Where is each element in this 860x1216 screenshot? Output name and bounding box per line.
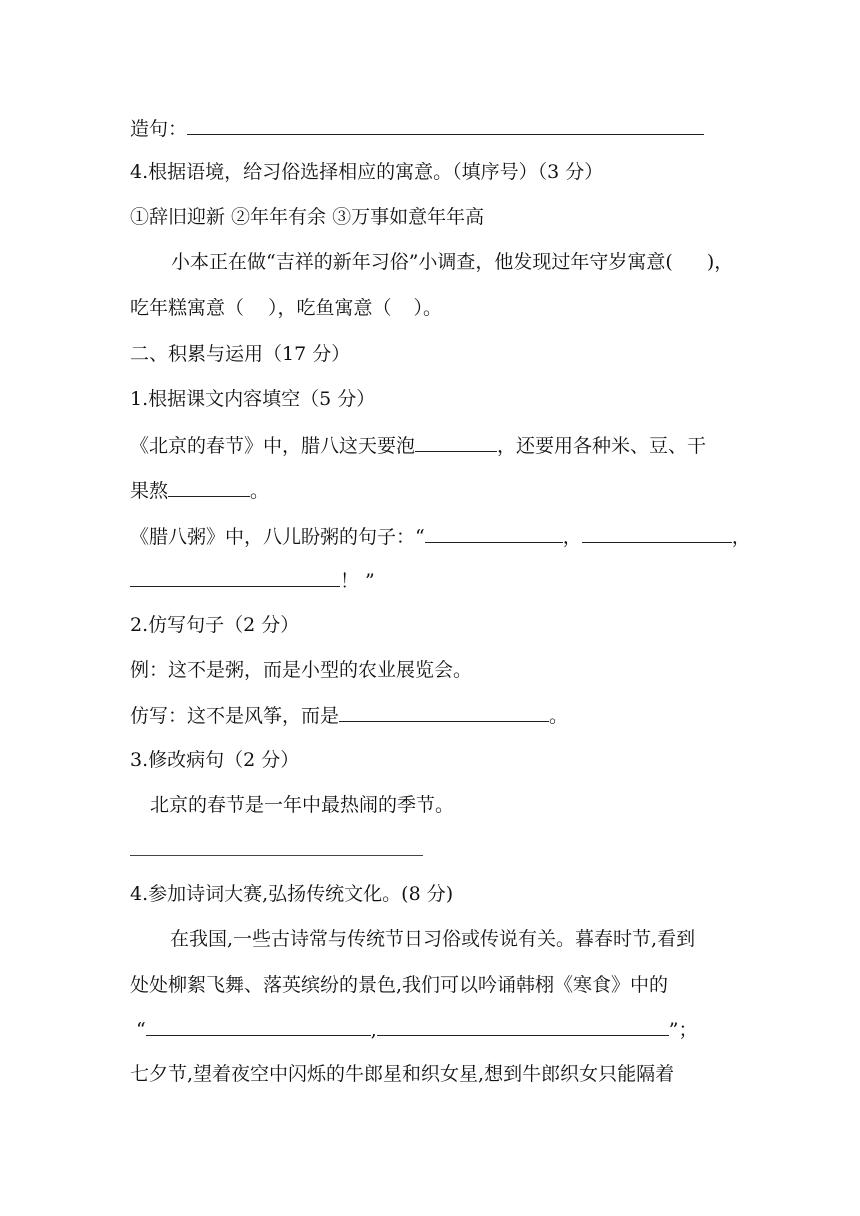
faulty-sentence: 北京的春节是一年中最热闹的季节。 bbox=[150, 794, 455, 816]
poem-text: “ bbox=[136, 1019, 146, 1041]
fill-blank-line-4 bbox=[130, 568, 375, 593]
fill-text: ， bbox=[731, 526, 751, 548]
section-2-heading: 二、积累与运用（17 分） bbox=[130, 343, 351, 365]
answer-blank[interactable] bbox=[425, 524, 563, 543]
fill-text: 果熬 bbox=[130, 480, 169, 502]
imitation-text: 仿写：这不是风筝，而是 bbox=[130, 705, 340, 727]
answer-blank[interactable] bbox=[415, 433, 497, 452]
example-sentence: 例：这不是粥，而是小型的农业展览会。 bbox=[130, 659, 473, 681]
context-paragraph-line-1 bbox=[171, 250, 733, 274]
answer-line[interactable] bbox=[130, 855, 423, 856]
sentence-making-line bbox=[130, 116, 704, 141]
fill-blank-line-1 bbox=[130, 433, 706, 458]
fill-text: 。 bbox=[250, 480, 270, 502]
context-text: )， bbox=[706, 251, 734, 273]
fill-text: ！ ” bbox=[340, 570, 375, 592]
answer-blank[interactable] bbox=[146, 1017, 371, 1036]
context-paragraph-line-2 bbox=[130, 296, 442, 320]
context-text: ），吃鱼寓意（ bbox=[268, 297, 392, 319]
answer-blank[interactable] bbox=[339, 703, 549, 722]
context-text: 吃年糕寓意（ bbox=[130, 297, 245, 319]
poem-paragraph-line-3 bbox=[136, 1017, 697, 1042]
poem-paragraph-line-1: 在我国,一些古诗常与传统节日习俗或传说有关。暮春时节,看到 bbox=[170, 928, 696, 950]
answer-blank[interactable] bbox=[168, 478, 250, 497]
answer-blank[interactable] bbox=[130, 568, 340, 587]
answer-blank[interactable] bbox=[187, 116, 704, 135]
poem-text: ”； bbox=[668, 1019, 698, 1041]
answer-blank[interactable] bbox=[582, 524, 732, 543]
question-3-heading: 3.修改病句（2 分） bbox=[130, 749, 300, 771]
poem-paragraph-line-4: 七夕节,望着夜空中闪烁的牛郎星和织女星,想到牛郎织女只能隔着 bbox=[130, 1063, 675, 1085]
question-2-heading: 2.仿写句子（2 分） bbox=[130, 614, 300, 636]
context-text: ）。 bbox=[413, 297, 443, 319]
fill-blank-line-3 bbox=[130, 524, 751, 549]
question-1-heading: 1.根据课文内容填空（5 分） bbox=[130, 388, 376, 410]
answer-blank[interactable] bbox=[377, 1017, 669, 1036]
options-list: ①辞旧迎新 ②年年有余 ③万事如意年年高 bbox=[130, 206, 485, 228]
fill-text: ，还要用各种米、豆、干 bbox=[497, 435, 707, 457]
question-4-contest-heading: 4.参加诗词大赛,弘扬传统文化。(8 分) bbox=[130, 883, 454, 905]
fill-text: 《北京的春节》中，腊八这天要泡 bbox=[130, 435, 416, 457]
question-4-heading: 4.根据语境，给习俗选择相应的寓意。（填序号）（3 分） bbox=[130, 161, 604, 183]
fill-text: 《腊八粥》中，八儿盼粥的句子：“ bbox=[130, 526, 425, 548]
context-text: 小本正在做“吉祥的新年习俗”小调查，他发现过年守岁寓意( bbox=[171, 251, 673, 273]
poem-paragraph-line-2: 处处柳絮飞舞、落英缤纷的景色,我们可以吟诵韩栩《寒食》中的 bbox=[130, 974, 669, 996]
imitation-text: 。 bbox=[549, 705, 569, 727]
poem-text: , bbox=[370, 1019, 377, 1041]
fill-text: ， bbox=[562, 526, 582, 548]
fill-blank-line-2 bbox=[130, 478, 269, 503]
sentence-making-label: 造句： bbox=[130, 118, 188, 140]
imitation-line bbox=[130, 703, 568, 728]
